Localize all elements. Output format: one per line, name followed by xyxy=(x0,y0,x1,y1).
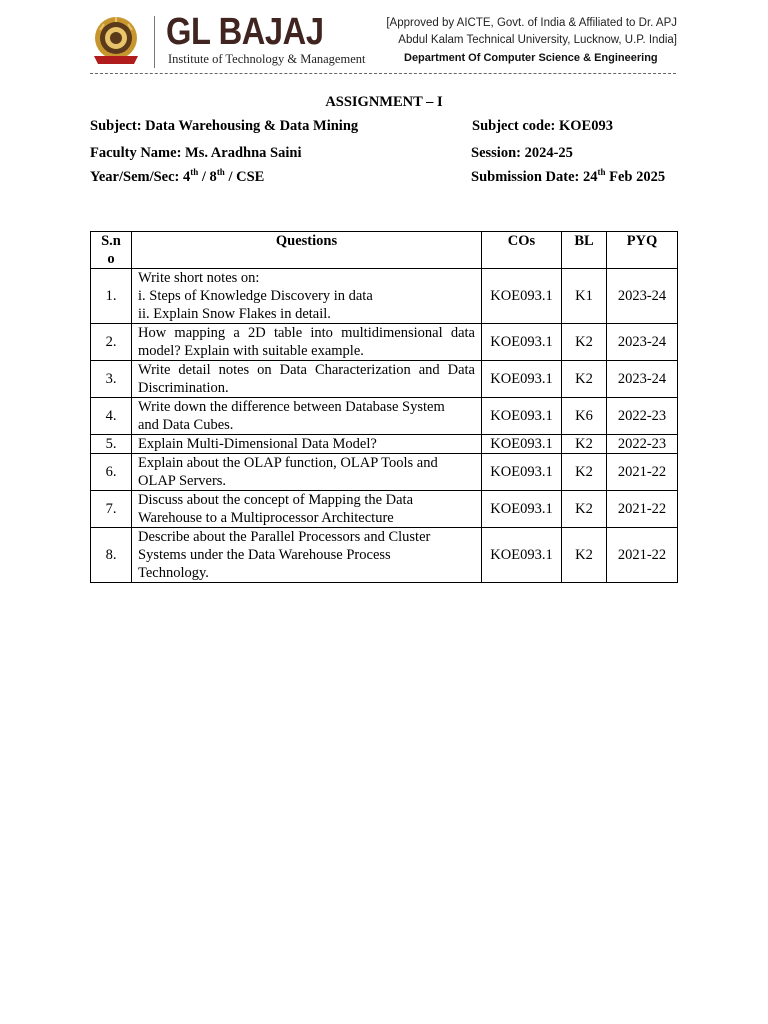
question-line: Explain Multi-Dimensional Data Model? xyxy=(138,436,377,452)
institute-tagline: Institute of Technology & Management xyxy=(168,52,366,66)
row-co: KOE093.1 xyxy=(482,398,562,435)
row-co: KOE093.1 xyxy=(482,361,562,398)
question-line: Discuss about the concept of Mapping the Data xyxy=(138,492,414,508)
header-sno xyxy=(91,232,132,269)
row-question xyxy=(132,361,482,398)
year-prefix: Year/Sem/Sec: 4 xyxy=(90,169,191,185)
row-bl: K2 xyxy=(562,491,607,528)
table-row xyxy=(91,324,678,361)
row-sno: 5. xyxy=(91,435,132,454)
row-pyq: 2022-23 xyxy=(607,398,678,435)
table-row xyxy=(91,361,678,398)
year-sem-sec xyxy=(90,169,264,186)
subject: Subject: Data Warehousing & Data Mining xyxy=(90,118,359,134)
row-question xyxy=(132,491,482,528)
header-bl: BL xyxy=(562,232,607,269)
table-row xyxy=(91,528,678,583)
table-body xyxy=(91,269,678,583)
header-rule xyxy=(90,73,676,74)
row-sno: 2. xyxy=(91,324,132,361)
question-line: OLAP Servers. xyxy=(138,473,227,489)
question-line: and Data Cubes. xyxy=(138,417,234,433)
row-bl: K1 xyxy=(562,269,607,324)
header-sno-line-2: o xyxy=(107,251,115,267)
row-question xyxy=(132,269,482,324)
row-co: KOE093.1 xyxy=(482,269,562,324)
session: Session: 2024-25 xyxy=(471,145,573,161)
letterhead xyxy=(88,12,678,74)
row-sno: 1. xyxy=(91,269,132,324)
table-row xyxy=(91,398,678,435)
year-sup-1: th xyxy=(190,167,199,178)
row-co: KOE093.1 xyxy=(482,491,562,528)
submission-date xyxy=(471,169,665,186)
row-pyq: 2021-22 xyxy=(607,528,678,583)
row-sno: 8. xyxy=(91,528,132,583)
row-pyq: 2021-22 xyxy=(607,491,678,528)
table-row xyxy=(91,435,678,454)
row-sno: 3. xyxy=(91,361,132,398)
department-name: Department Of Computer Science & Engineering xyxy=(404,52,658,64)
row-bl: K2 xyxy=(562,361,607,398)
year-mid: / 8 xyxy=(198,169,217,185)
question-line: Explain about the OLAP function, OLAP Tools and xyxy=(138,455,438,471)
question-line: Write down the difference between Database System xyxy=(138,399,445,415)
row-sno: 6. xyxy=(91,454,132,491)
row-pyq: 2021-22 xyxy=(607,454,678,491)
faculty-name: Faculty Name: Ms. Aradhna Saini xyxy=(90,145,302,161)
submission-suffix: Feb 2025 xyxy=(605,169,666,185)
row-pyq: 2022-23 xyxy=(607,435,678,454)
question-line: Systems under the Data Warehouse Process xyxy=(138,547,391,563)
row-question xyxy=(132,398,482,435)
question-line: i. Steps of Knowledge Discovery in data xyxy=(138,288,373,304)
row-question xyxy=(132,435,482,454)
question-line: Write short notes on: xyxy=(138,270,260,286)
submission-prefix: Submission Date: 24 xyxy=(471,169,598,185)
table-header-row xyxy=(91,232,678,269)
row-co: KOE093.1 xyxy=(482,324,562,361)
row-question xyxy=(132,454,482,491)
row-bl: K2 xyxy=(562,324,607,361)
questions-table xyxy=(90,231,678,583)
row-co: KOE093.1 xyxy=(482,454,562,491)
institute-name: GL BAJAJ xyxy=(166,11,324,53)
approval-line-1: [Approved by AICTE, Govt. of India & Affiliated to Dr. APJ xyxy=(386,17,677,29)
row-co: KOE093.1 xyxy=(482,528,562,583)
row-bl: K2 xyxy=(562,528,607,583)
table-row xyxy=(91,269,678,324)
question-line: Describe about the Parallel Processors and Cluster xyxy=(138,529,431,545)
row-co: KOE093.1 xyxy=(482,435,562,454)
row-bl: K2 xyxy=(562,454,607,491)
year-suffix: / CSE xyxy=(224,169,265,185)
question-line: Technology. xyxy=(138,565,209,581)
row-pyq: 2023-24 xyxy=(607,269,678,324)
institute-emblem-icon xyxy=(88,14,144,70)
assignment-title: ASSIGNMENT – I xyxy=(325,94,443,110)
question-line: ii. Explain Snow Flakes in detail. xyxy=(138,306,331,322)
row-bl: K6 xyxy=(562,398,607,435)
question-line: How mapping a 2D table into multidimensional data model? Explain with suitable example. xyxy=(138,325,475,359)
header-cos: COs xyxy=(482,232,562,269)
approval-statement xyxy=(359,15,677,49)
table-row xyxy=(91,491,678,528)
header-divider xyxy=(154,16,155,68)
year-sup-2: th xyxy=(216,167,225,178)
header-sno-line-1: S.n xyxy=(101,233,121,249)
row-question xyxy=(132,528,482,583)
header-questions: Questions xyxy=(132,232,482,269)
header-pyq: PYQ xyxy=(607,232,678,269)
row-bl: K2 xyxy=(562,435,607,454)
row-sno: 7. xyxy=(91,491,132,528)
subject-code: Subject code: KOE093 xyxy=(472,118,613,134)
submission-sup: th xyxy=(597,167,606,178)
row-pyq: 2023-24 xyxy=(607,324,678,361)
row-pyq: 2023-24 xyxy=(607,361,678,398)
question-line: Write detail notes on Data Characterization and Data Discrimination. xyxy=(138,362,475,396)
approval-line-2: Abdul Kalam Technical University, Lucknow, U.P. India] xyxy=(398,34,677,46)
table-row xyxy=(91,454,678,491)
question-line: Warehouse to a Multiprocessor Architecture xyxy=(138,510,394,526)
row-sno: 4. xyxy=(91,398,132,435)
row-question xyxy=(132,324,482,361)
